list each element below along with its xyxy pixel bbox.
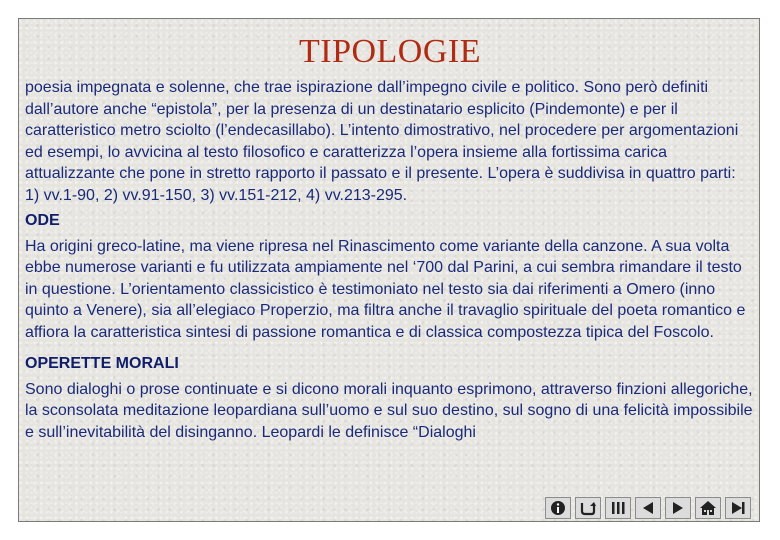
return-icon [579,500,597,516]
section-heading-ode: ODE [25,212,60,229]
intro-paragraph: poesia impegnata e solenne, che trae ispirazione dall’impegno civile e politico. Sono però definiti dall’autore anche “epistola”, per la presenza di un destinatario esplicito (Pindemonte) e per il caratteristico metro sciolto (l’endecasillabo). L’intento dimostrativo, nel procedere per argomentazioni ed esempi, lo avvicina al testo filosofico e caratterizza l’opera insieme alla fortissima carica attualizzante che pone in stretto rapporto il passato e il presente. L’opera è suddivisa in quattro parti: 1) vv.1-90, 2) vv.91-150, 3) vv.151-212, 4) vv.213-295. [25,79,739,204]
return-button[interactable] [575,497,601,519]
section-text-ode: Ha origini greco-latine, ma viene ripresa nel Rinascimento come variante della canzone. A sua volta ebbe numerose varianti e fu utilizzata ampiamente nel ‘700 dal Parini, a cui sembra rimandare il testo in questione. L’orientamento classicistico è testimoniato nel testo sia dai riferimenti a Omero (inno quinto a Venere), sia all’elegiaco Properzio, ma filtra anche il travaglio spirituale del poeta romantico e affiora la caratteristica sintesi di passione romantica e di classica compostezza tipica del Foscolo. [25,237,746,341]
home-button[interactable] [695,497,721,519]
info-button[interactable] [545,497,571,519]
info-icon [550,500,566,516]
slide-title: TIPOLOGIE [298,33,482,70]
slide-content [25,77,753,443]
home-icon [699,500,717,516]
section-text-operette-morali: Sono dialoghi o prose continuate e si dicono morali inquanto esprimono, attraverso finzioni allegoriche, la sconsolata meditazione leopardiana sull’uomo e sul suo destino, sul sogno di una felicità impossibile e sull’inevitabilità del disinganno. Leopardi le definisce “Dialoghi [25,380,753,441]
section-heading-operette-morali: OPERETTE MORALI [25,355,179,372]
slide [18,18,760,522]
first-slide-button[interactable] [605,497,631,519]
triangle-right-icon [670,500,686,516]
skip-back-icon [610,500,626,516]
skip-forward-icon [730,500,746,516]
last-slide-button[interactable] [725,497,751,519]
previous-slide-button[interactable] [635,497,661,519]
next-slide-button[interactable] [665,497,691,519]
navigation-bar [545,497,751,519]
triangle-left-icon [640,500,656,516]
